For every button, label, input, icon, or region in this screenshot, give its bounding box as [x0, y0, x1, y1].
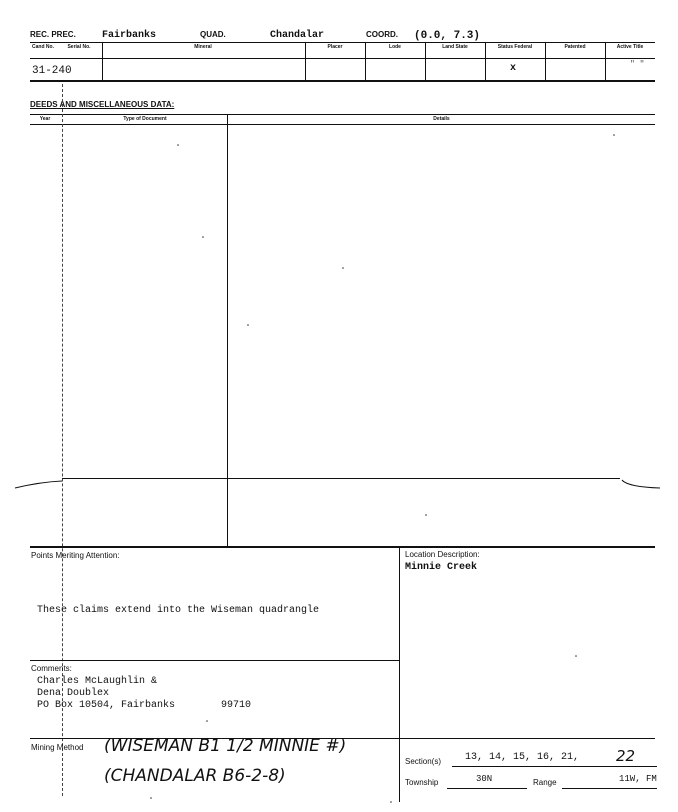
rec-prec-value: Fairbanks — [102, 30, 157, 41]
deeds-title: DEEDS AND MISCELLANEOUS DATA: — [30, 100, 175, 109]
sections-label: Section(s) — [405, 757, 442, 766]
col-land-state: Land State — [442, 44, 468, 50]
coord-label: COORD. — [366, 30, 398, 39]
points-text: These claims extend into the Wiseman quadrangle — [37, 605, 320, 616]
location-label: Location Description: — [405, 550, 480, 559]
col-placer: Placer — [327, 44, 343, 50]
col-details: Details — [433, 116, 450, 122]
status-federal-mark: x — [510, 63, 517, 74]
col-mineral: Mineral — [194, 44, 212, 50]
col-active-title: Active Title — [616, 44, 644, 50]
sections-value: 13, 14, 15, 16, 21, — [465, 752, 580, 763]
quad-value: Chandalar — [270, 30, 325, 41]
mining-method-label: Mining Method — [31, 743, 84, 752]
active-title-mark: " " — [630, 60, 645, 69]
col-serial-no: Serial No. — [67, 44, 91, 50]
comments-line-3: PO Box 10504, Fairbanks — [37, 700, 176, 711]
range-value: 11W, FM — [619, 774, 657, 784]
col-card-no: Cand No. — [32, 44, 54, 50]
coord-value: (0.0, 7.3) — [414, 30, 481, 42]
comments-line-1: Charles McLaughlin & — [37, 676, 158, 687]
col-type-of-document: Type of Document — [123, 116, 167, 122]
comments-label: Comments: — [31, 664, 72, 673]
col-lode: Lode — [389, 44, 401, 50]
card-number: 31-240 — [32, 65, 72, 77]
township-value: 30N — [476, 774, 493, 784]
comments-zip: 99710 — [221, 700, 252, 711]
township-label: Township — [405, 778, 439, 787]
mining-method-handwritten-2: (CHANDALAR B6-2-8) — [104, 766, 286, 786]
mining-method-handwritten-1: (WISEMAN B1 1/2 MINNIE #) — [104, 736, 347, 756]
points-label: Points Meriting Attention: — [31, 551, 120, 560]
comments-line-2: Dena Doublex — [37, 688, 110, 699]
col-status-federal: Status Federal — [497, 44, 533, 50]
rec-prec-label: REC. PREC. — [30, 30, 76, 39]
sections-handwritten: 22 — [616, 747, 636, 765]
range-label: Range — [533, 778, 557, 787]
quad-label: QUAD. — [200, 30, 226, 39]
col-year: Year — [39, 116, 51, 122]
location-text: Minnie Creek — [405, 562, 478, 573]
col-patented: Patented — [564, 44, 586, 50]
